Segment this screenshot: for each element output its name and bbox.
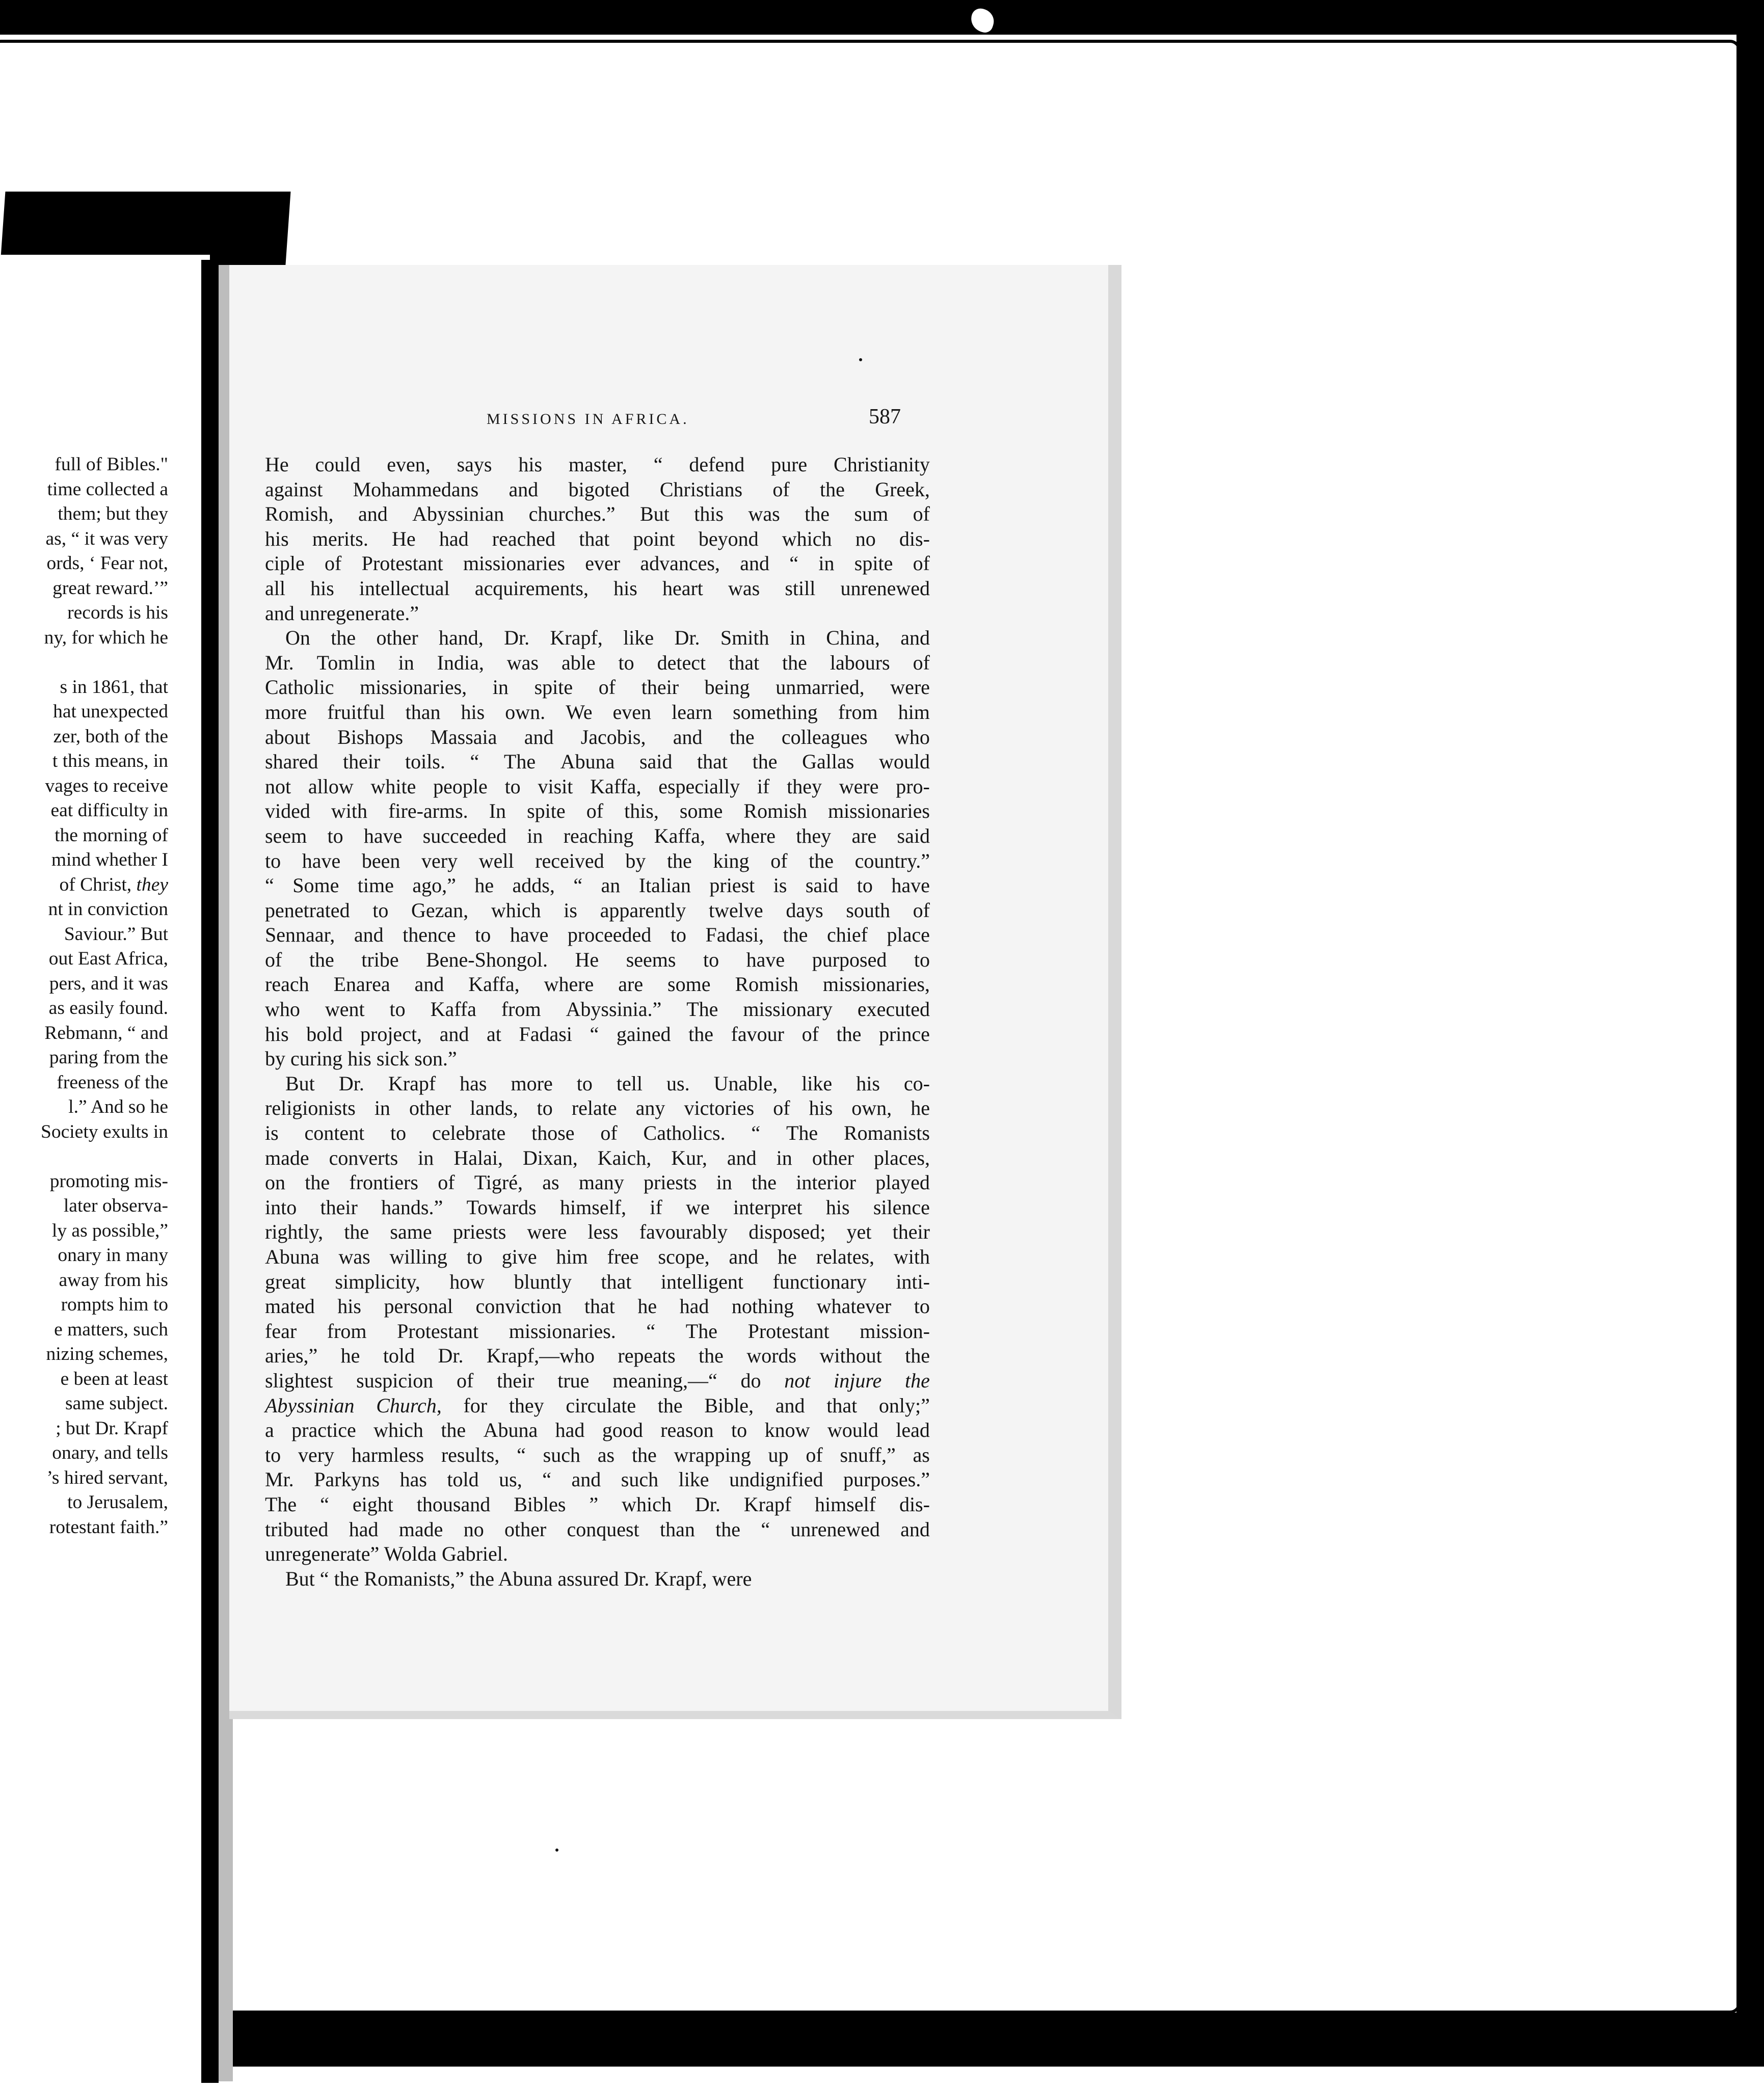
left-page-line: eat difficulty in — [50, 800, 168, 821]
scan-border-top — [0, 0, 1764, 35]
left-page-line: vages to receive — [45, 775, 168, 796]
text-line: great simplicity, how bluntly that intelligent functionary inti- — [265, 1270, 930, 1293]
text-line: on the frontiers of Tigré, as many priests in the interior played — [265, 1171, 930, 1194]
text-line: to very harmless results, “ such as the wrapping up of snuff,” as — [265, 1443, 930, 1466]
text-line: He could even, says his master, “ defend pure Christianity — [265, 453, 930, 476]
left-page-line: great reward.’” — [52, 577, 168, 599]
text-line: ciple of Protestant missionaries ever advances, and “ in spite of — [265, 552, 930, 575]
left-page-line: t this means, in — [52, 751, 168, 771]
text-line: But “ the Romanists,” the Abuna assured Dr. Krapf, were — [285, 1567, 752, 1590]
text-line: of the tribe Bene-Shongol. He seems to have purposed to — [265, 948, 930, 971]
text-line: unregenerate” Wolda Gabriel. — [265, 1542, 508, 1566]
text-line: all his intellectual acquirements, his heart was still unrenewed — [265, 576, 930, 600]
left-page-line: Society exults in — [41, 1121, 168, 1142]
text-line: Mr. Tomlin in India, was able to detect that the labours of — [265, 651, 930, 674]
speck — [859, 358, 862, 361]
text-line: shared their toils. “ The Abuna said that the Gallas would — [265, 750, 930, 773]
text-line: On the other hand, Dr. Krapf, like Dr. Smith in China, and — [285, 626, 930, 650]
text-line: a practice which the Abuna had good reason to know would lead — [265, 1418, 930, 1442]
left-page-line: ’s hired servant, — [46, 1467, 168, 1488]
left-page-line: ords, ‘ Fear not, — [46, 553, 168, 574]
left-page-line — [0, 650, 168, 675]
text-line: by curing his sick son.” — [265, 1047, 457, 1070]
text-line: Catholic missionaries, in spite of their being unmarried, were — [265, 676, 930, 699]
text-line: more fruitful than his own. We even learn something from him — [265, 700, 930, 724]
text-line: to have been very well received by the king of the country.” — [265, 849, 930, 872]
left-page-line: rompts him to — [61, 1294, 168, 1315]
scan-border-bottom — [0, 2013, 1764, 2067]
left-page-line: time collected a — [47, 478, 168, 500]
speck — [555, 1849, 558, 1852]
text-line: mated his personal conviction that he had nothing whatever to — [265, 1295, 930, 1318]
left-page-line: as, “ it was very — [45, 528, 168, 549]
text-line: into their hands.” Towards himself, if we interpret his silence — [265, 1195, 930, 1219]
left-page-line: records is his — [67, 602, 168, 623]
text-line: aries,” he told Dr. Krapf,—who repeats the words without the — [265, 1344, 930, 1368]
text-line: tributed had made no other conquest than the “ unrenewed and — [265, 1517, 930, 1541]
scan-border-right — [1736, 31, 1764, 2018]
left-page-line: ny, for which he — [44, 627, 168, 648]
left-page-line: them; but they — [58, 503, 168, 524]
page-gutter — [201, 260, 219, 2083]
left-page-line: mind whether I — [51, 849, 168, 870]
left-page-line: to Jerusalem, — [67, 1492, 168, 1513]
left-page-line: ly as possible,” — [51, 1220, 168, 1241]
text-line: reach Enarea and Kaffa, where are some Romish missionaries, — [265, 973, 930, 996]
text-line: religionists in other lands, to relate any victories of his own, he — [265, 1096, 930, 1120]
left-page-line: freeness of the — [57, 1072, 168, 1093]
text-line: Mr. Parkyns has told us, “ and such like undignified purposes.” — [265, 1468, 930, 1491]
text-line: “ Some time ago,” he adds, “ an Italian priest is said to have — [265, 874, 930, 897]
text-line: his bold project, and at Fadasi “ gained the favour of the prince — [265, 1022, 930, 1046]
left-page-line: l.” And so he — [68, 1096, 168, 1117]
text-line: about Bishops Massaia and Jacobis, and the colleagues who — [265, 725, 930, 748]
left-page-line: out East Africa, — [48, 948, 168, 969]
running-title: MISSIONS IN AFRICA. — [487, 411, 689, 427]
left-page-line: pers, and it was — [49, 973, 168, 994]
left-page-line: later observa- — [63, 1195, 168, 1216]
text-line: not allow white people to visit Kaffa, especially if they were pro- — [265, 774, 930, 798]
text-line: made converts in Halai, Dixan, Kaich, Kur, and in other places, — [265, 1146, 930, 1169]
left-page-line: nizing schemes, — [46, 1344, 168, 1364]
text-line: seem to have succeeded in reaching Kaffa, where they are said — [265, 824, 930, 847]
left-page-line: away from his — [59, 1269, 168, 1291]
left-page-line: s in 1861, that — [60, 676, 168, 698]
left-page-line: same subject. — [65, 1393, 168, 1414]
left-page-text — [0, 452, 168, 1540]
text-line: penetrated to Gezan, which is apparently twelve days south of — [265, 898, 930, 922]
text-line: Sennaar, and thence to have proceeded to Fadasi, the chief place — [265, 923, 930, 947]
text-line: who went to Kaffa from Abyssinia.” The missionary executed — [265, 998, 930, 1021]
left-page-line: ; but Dr. Krapf — [56, 1417, 168, 1439]
left-page-line — [0, 1144, 168, 1169]
text-line: Abuna was willing to give him free scope, and he relates, with — [265, 1245, 930, 1268]
left-page-line: nt in conviction — [48, 899, 168, 920]
text-line: Romish, and Abyssinian churches.” But this was the sum of — [265, 502, 930, 526]
left-page-line: as easily found. — [48, 998, 168, 1019]
text-line: and unregenerate.” — [265, 601, 419, 625]
left-page-line: e been at least — [60, 1368, 168, 1389]
text-line: slightest suspicion of their true meaning,—“ do not injure the — [265, 1369, 930, 1392]
left-page-line: paring from the — [49, 1047, 168, 1068]
text-line: against Mohammedans and bigoted Christians of the Greek, — [265, 477, 930, 501]
left-page-line: zer, both of the — [53, 726, 168, 747]
text-line: The “ eight thousand Bibles ” which Dr. Krapf himself dis- — [265, 1492, 930, 1516]
left-page-line: onary, and tells — [52, 1442, 168, 1463]
left-page-line: rotestant faith.” — [49, 1516, 168, 1538]
left-page-line: of Christ, they — [59, 874, 168, 895]
page-number: 587 — [869, 405, 901, 428]
text-line: is content to celebrate those of Catholics. “ The Romanists — [265, 1121, 930, 1145]
left-page-line: hat unexpected — [53, 701, 168, 722]
text-line: rightly, the same priests were less favourably disposed; yet their — [265, 1220, 930, 1244]
left-page-line: promoting mis- — [49, 1170, 168, 1192]
left-page-line: e matters, such — [54, 1319, 168, 1340]
text-line: But Dr. Krapf has more to tell us. Unable, like his co- — [285, 1072, 930, 1095]
text-line: vided with fire-arms. In spite of this, some Romish missionaries — [265, 799, 930, 823]
left-page-line: Rebmann, “ and — [44, 1022, 168, 1043]
text-line: fear from Protestant missionaries. “ The Protestant mission- — [265, 1319, 930, 1343]
left-page-line: the morning of — [55, 824, 168, 846]
body-text — [265, 452, 930, 1591]
text-line: Abyssinian Church, for they circulate the Bible, and that only;” — [265, 1394, 930, 1417]
left-page-line: onary in many — [58, 1245, 168, 1266]
text-line: his merits. He had reached that point beyond which no dis- — [265, 527, 930, 550]
left-page-line: full of Bibles." — [55, 454, 168, 475]
left-page-line: Saviour.” But — [64, 923, 168, 945]
